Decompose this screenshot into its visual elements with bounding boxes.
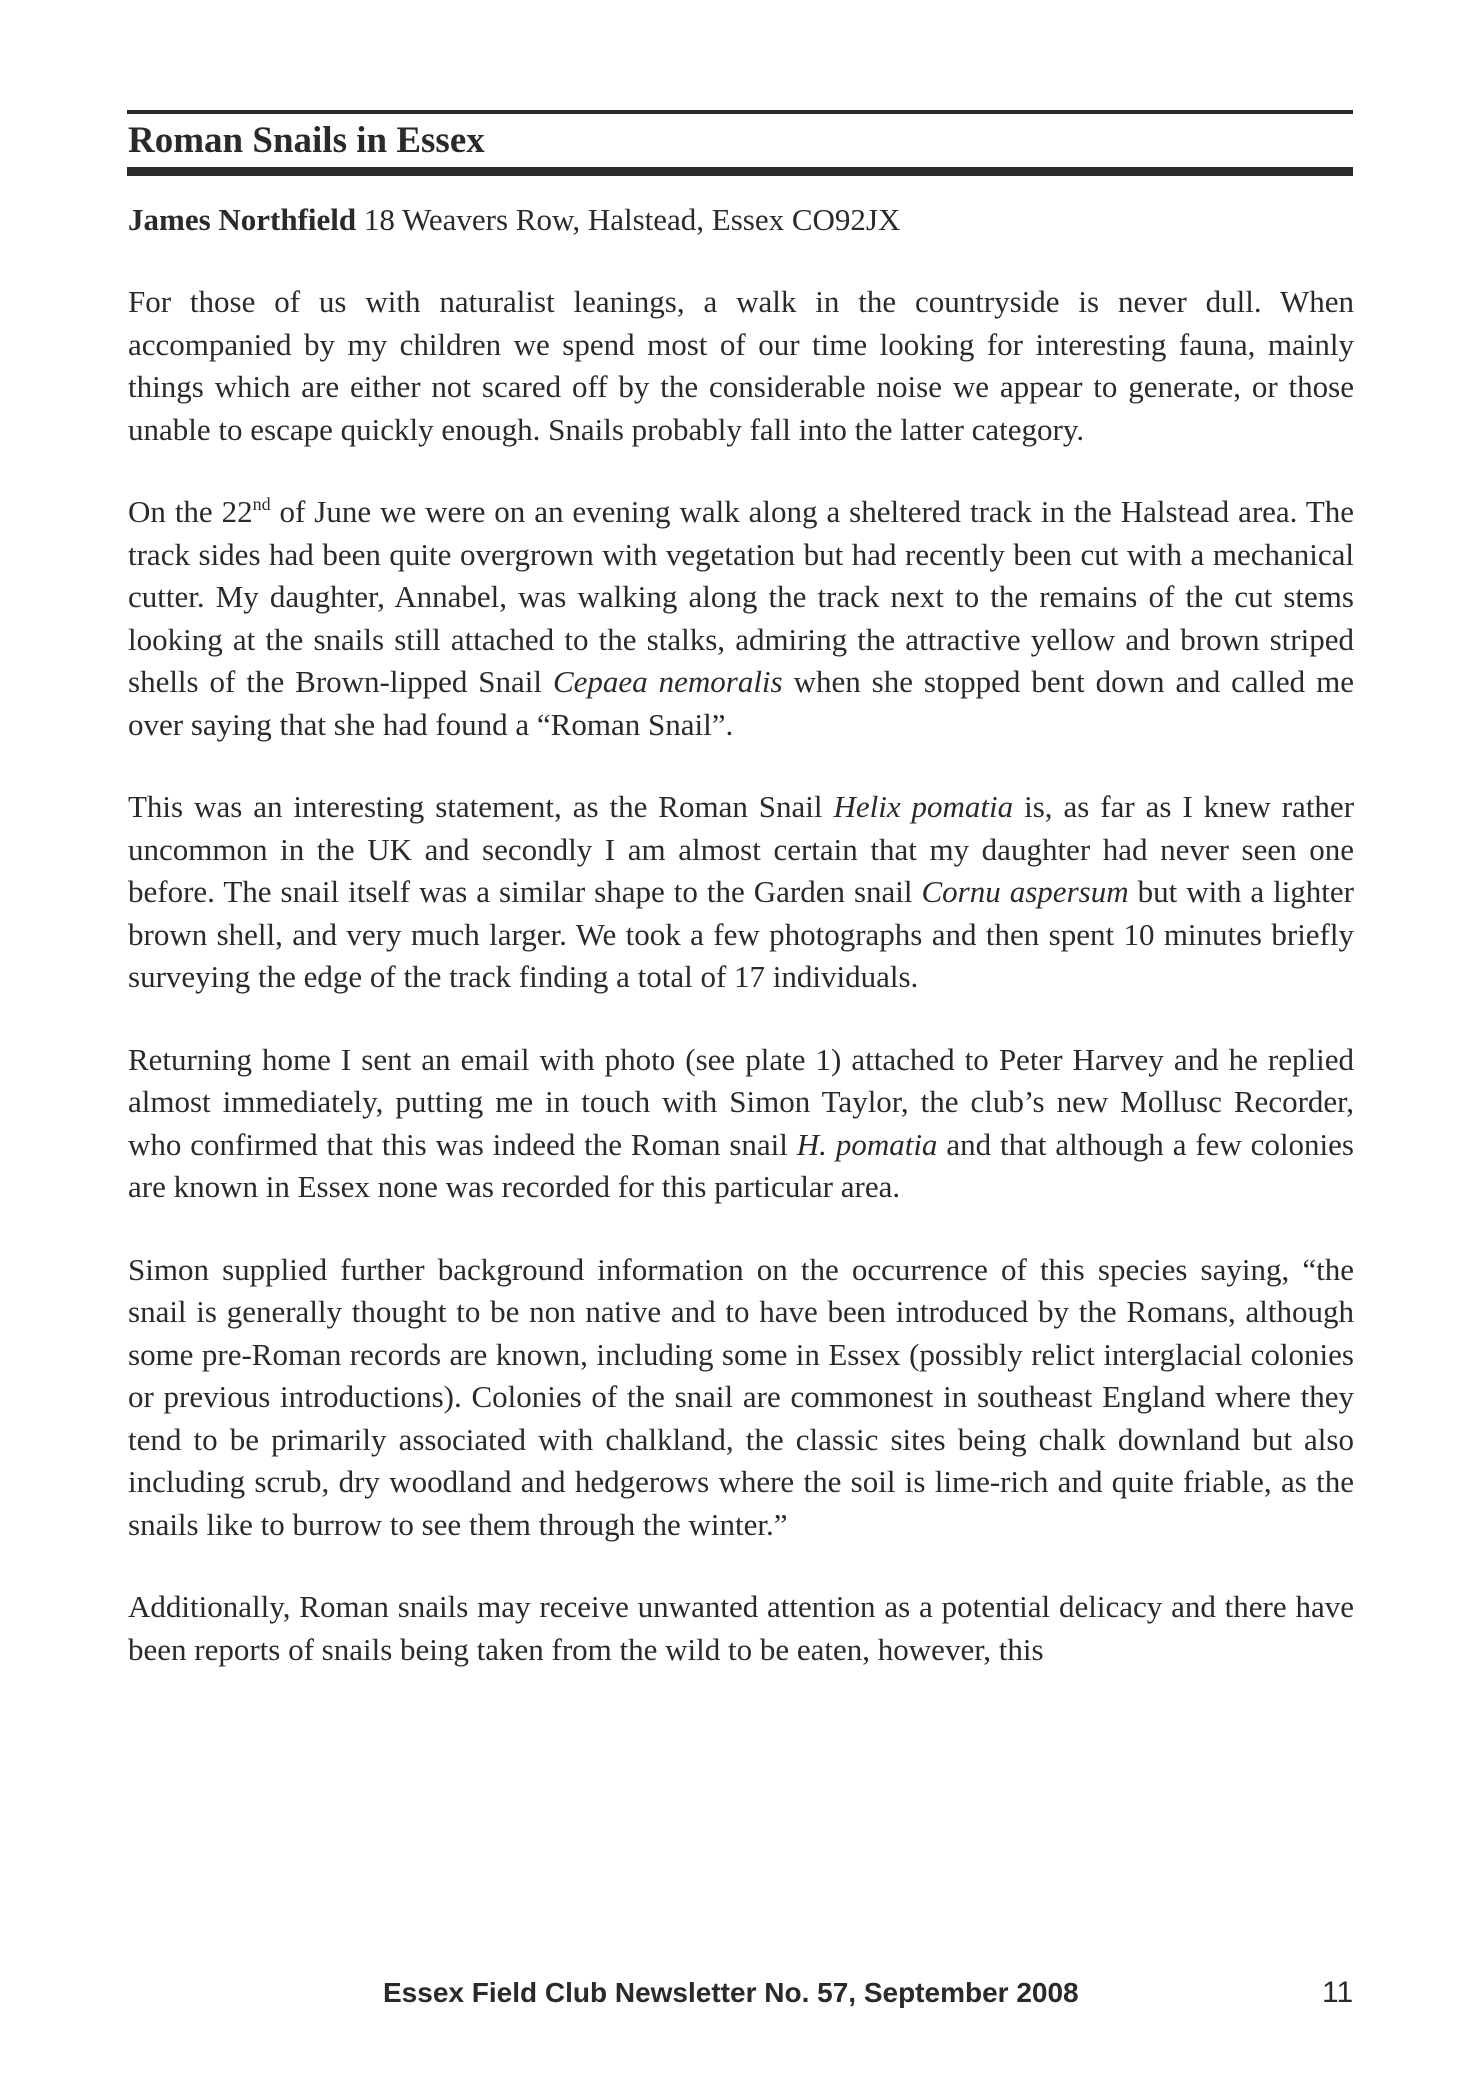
ordinal-superscript: nd [252, 494, 271, 514]
article-body [128, 281, 1354, 1711]
text-segment: Returning home I sent an email with photo (see plate 1) attached to Peter Harvey and he replied almost immediately, putting me in touch with Simon Taylor, the club’s new Mollusc Recorder, who confirmed that this was indeed the Roman snail [128, 1041, 1354, 1162]
species-name: Helix pomatia [833, 789, 1014, 824]
text-segment: when she stopped bent down and called me over saying that she had found a “Roman Snail”. [128, 664, 1354, 742]
text-segment: On the 22 [128, 494, 253, 529]
paragraph-confirmation [128, 1039, 1354, 1209]
paragraph-delicacy: Additionally, Roman snails may receive unwanted attention as a potential delicacy and there have been reports of snails being taken from the wild to be eaten, however, this [128, 1589, 1354, 1667]
text-segment: and that although a few colonies are known in Essex none was recorded for this particular area. [128, 1126, 1354, 1204]
species-name: Cepaea nemoralis [552, 664, 783, 699]
paragraph-identification [128, 786, 1354, 999]
paragraph-intro: For those of us with naturalist leanings, a walk in the countryside is never dull. When accompanied by my children we spend most of our time looking for interesting fauna, mainly things which are either not scared off by the considerable noise we appear to generate, or those unable to escape quickly enough. Snails probably fall into the latter category. [128, 284, 1354, 447]
page-number: 11 [1322, 1976, 1354, 2009]
author-byline [128, 200, 1354, 240]
paragraph-background: Simon supplied further background information on the occurrence of this species saying, “the snail is generally thought to be non native and to have been introduced by the Romans, although some pre-Roman records are known, including some in Essex (possibly relict interglacial colonies or previous introductions). Colonies of the snail are commonest in southeast England where they tend to be primarily associated with chalkland, the classic sites being chalk downland but also including scrub, dry woodland and hedgerows where the soil is lime-rich and quite friable, as the snails like to burrow to see them through the winter.” [128, 1251, 1354, 1542]
text-segment: This was an interesting statement, as the Roman Snail [128, 789, 834, 824]
text-segment: of June we were on an evening walk along a sheltered track in the Halstead area. The track sides had been quite overgrown with vegetation but had recently been cut with a mechanical cutter. My daughter, Annabel, was walking along the track next to the remains of the cut stems looking at the snails still attached to the stalks, admiring the attractive yellow and brown striped shells of the Brown-lipped Snail [128, 494, 1354, 699]
title-top-rule [127, 110, 1353, 114]
species-name: Cornu aspersum [921, 874, 1129, 909]
title-bottom-rule [127, 167, 1353, 176]
publication-footer: Essex Field Club Newsletter No. 57, September 2008 [383, 1977, 1079, 2008]
text-segment: is, as far as I knew rather uncommon in the UK and secondly I am almost certain that my daughter had never seen one before. The snail itself was a similar shape to the Garden snail [128, 789, 1355, 909]
author-name: James Northfield [128, 202, 357, 237]
species-name: H. pomatia [796, 1126, 938, 1162]
article-title: Roman Snails in Essex [128, 120, 485, 161]
text-segment: but with a lighter brown shell, and very much larger. We took a few photographs and then spent 10 minutes briefly surveying the edge of the track finding a total of 17 individuals. [128, 874, 1354, 994]
paragraph-discovery [128, 491, 1354, 746]
author-address: 18 Weavers Row, Halstead, Essex CO92JX [356, 202, 901, 237]
page-footer [0, 1975, 1480, 2015]
